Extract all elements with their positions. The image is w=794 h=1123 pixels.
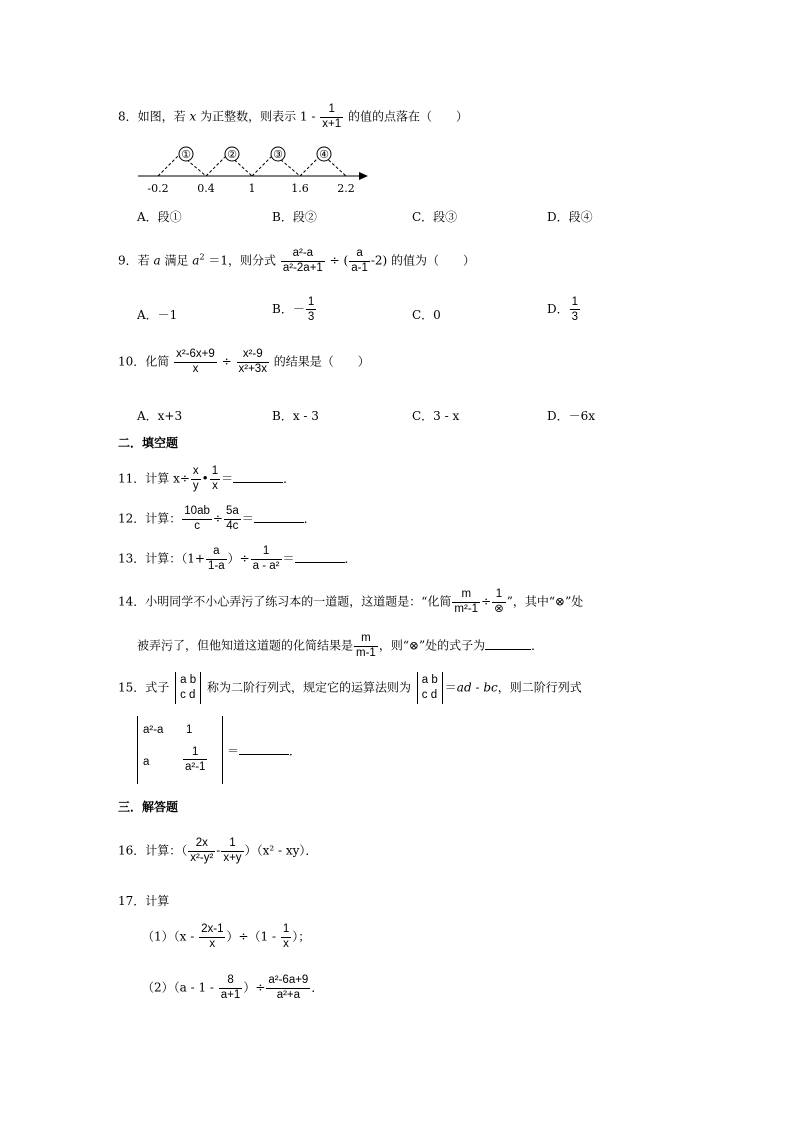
q10-choice-c: C．3 - x <box>412 409 460 423</box>
segment-label: ② <box>227 148 237 161</box>
section-solve-heading: 三．解答题 <box>118 800 179 814</box>
q9-fraction-2: $\frac{a}{a-1}$ <box>351 247 368 274</box>
q17-title: 17．计算 <box>118 894 170 908</box>
number-line <box>130 140 380 196</box>
tick-label: 0.4 <box>197 182 215 195</box>
q8-stem: 8．如图，若 x 为正整数，则表示 1 - $\frac{1}{x+1}$ 的值的点落在（ ） <box>118 103 468 130</box>
tick-label: -0.2 <box>147 182 169 195</box>
answer-blank[interactable] <box>295 562 345 563</box>
q15-stem: 15．式子 a b c d 称为二阶行列式，规定它的运算法则为 a b c d ＝ad - bc，则二阶行列式 <box>118 672 582 704</box>
determinant-rule: a b c d <box>417 672 443 704</box>
q14-line1: 14．小明同学不小心弄污了练习本的一道题，这道题是：“化简 $\frac{m}{\text{m²-1}}$ ÷ $\frac{1}{\otimes}$ ”，其中“⊗”处 <box>118 588 584 615</box>
q17-part1: （1）（x - $\frac{2x-1}{x}$ ）÷（1 - $\frac{1}{x}$ ）； <box>142 923 311 950</box>
q10-fraction-1: $\frac{\text{x²-6x+9}}{x}$ <box>176 348 215 375</box>
q8-choice-a: A．段① <box>137 210 182 224</box>
answer-blank[interactable] <box>239 754 289 755</box>
tick-label: 1.6 <box>291 182 309 195</box>
q12-stem: 12．计算： $\frac{10ab}{c}$ ÷ $\frac{5a}{4c}$ ＝ ． <box>118 505 316 532</box>
q9-choice-a: A．－1 <box>137 308 178 322</box>
q10-stem: 10．化简 $\frac{\text{x²-6x+9}}{x}$ ÷ $\frac{\text{x²-9}}{\text{x²+3x}}$ 的结果是（ ） <box>118 348 370 375</box>
answer-blank[interactable] <box>485 649 531 650</box>
answer-blank[interactable] <box>233 482 283 483</box>
q15-determinant: a²-a 1 a $\frac{1}{\text{a²-1}}$ <box>137 716 223 784</box>
q14-line2: 被弄污了，但他知道这道题的化简结果是 $\frac{m}{m-1}$ ，则“⊗”处的式子为 ． <box>137 632 544 659</box>
answer-blank[interactable] <box>254 522 304 523</box>
q8-choice-b: B．段② <box>272 210 317 224</box>
q17-part2: （2）（a - 1 - $\frac{8}{a+1}$ ）÷ $\frac{\text{a²-6a+9}}{\text{a²+a}}$ ． <box>142 974 324 1001</box>
q11-stem: 11．计算 x÷ $\frac{x}{y}$ • $\frac{1}{x}$ ＝ ． <box>118 465 296 492</box>
q8-fraction: $\frac{1}{x+1}$ <box>322 103 342 130</box>
q10-choice-d: D．－6x <box>547 409 596 423</box>
q9-fraction-1: $\frac{\text{a²-a}}{\text{a²-2a+1}}$ <box>282 247 323 274</box>
q9-stem: 9．若 a 满足 $a^2 =1$，则分式 $\frac{\text{a²-a}}{\text{a²-2a+1}}$ ÷ ( $\frac{a}{a-1}$ -2) 的值为（ ） <box>118 247 476 274</box>
section-fill-in-heading: 二．填空题 <box>118 436 179 450</box>
segment-label: ④ <box>319 148 329 161</box>
q9-choice-d: D． $\frac{1}{3}$ <box>547 296 579 323</box>
q16-stem: 16．计算：（ $\frac{2x}{\text{x²-y²}}$ - $\frac{1}{x+y}$ ）（x² - xy）． <box>118 837 318 864</box>
q10-choice-b: B．x - 3 <box>272 409 319 423</box>
q13-stem: 13．计算：（1+ $\frac{a}{1-a}$ ）÷ $\frac{1}{\text{a - a²}}$ ＝ ． <box>118 545 357 572</box>
q8-choice-c: C．段③ <box>412 210 458 224</box>
q9-choice-c: C．0 <box>412 308 441 322</box>
q8-choice-d: D．段④ <box>547 210 593 224</box>
segment-label: ③ <box>273 148 283 161</box>
tick-label: 1 <box>248 182 256 195</box>
q9-choice-b: B．－ $\frac{1}{3}$ <box>272 296 315 323</box>
segment-label: ① <box>181 148 191 161</box>
tick-label: 2.2 <box>337 182 355 195</box>
determinant-notation: a b c d <box>175 672 201 704</box>
q15-answer: ＝ ． <box>227 744 302 758</box>
q10-choice-a: A．x+3 <box>137 409 183 423</box>
q10-fraction-2: $\frac{\text{x²-9}}{\text{x²+3x}}$ <box>238 348 267 375</box>
